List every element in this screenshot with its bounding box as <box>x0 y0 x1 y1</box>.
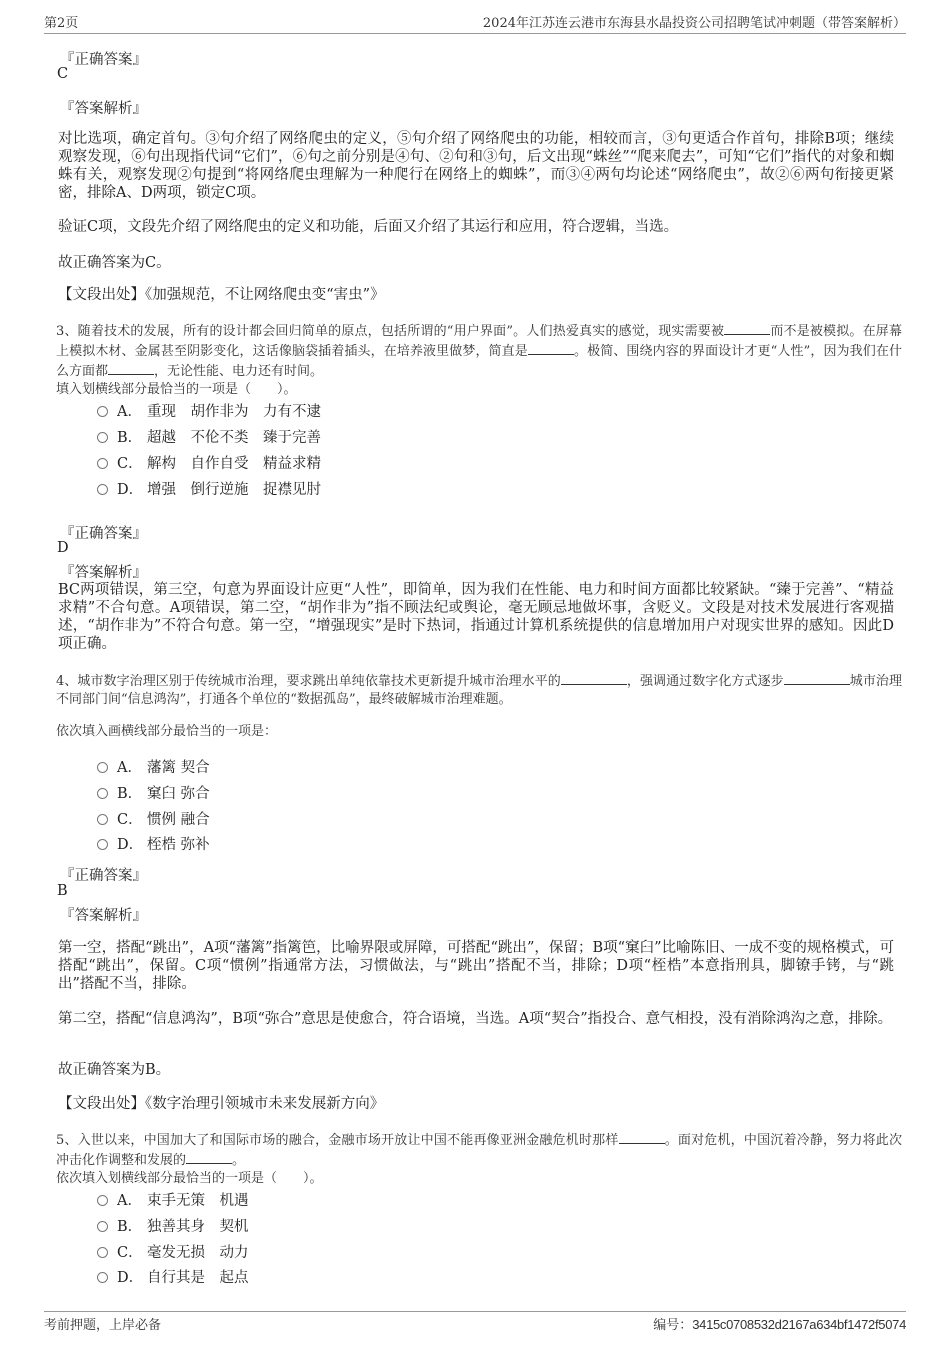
option-c[interactable]: C． 惯例 融合 <box>97 810 210 830</box>
analysis-label: 『答案解析』 <box>60 101 147 117</box>
document-code: 编号：3415c0708532d2167a634bf1472f5074 <box>653 1317 906 1333</box>
blank <box>186 1150 232 1164</box>
answer-label: 『正确答案』 <box>60 52 147 68</box>
question-stem: 4、城市数字治理区别于传统城市治理，要求跳出单纯依靠技术更新提升城市治理水平的 ，强调通过数字化方式逐步 城市治理不同部门间“信息鸿沟”，打通各个单位的“数据孤岛”，最终破解城市治理难题。 <box>56 671 902 709</box>
document-title: 2024年江苏连云港市东海县水晶投资公司招聘笔试冲刺题（带答案解析） <box>482 16 906 31</box>
footer-slogan: 考前押题，上岸必备 <box>44 1318 162 1333</box>
passage-source: 【文段出处】《加强规范，不让网络爬虫变“害虫”》 <box>58 287 385 303</box>
radio-button[interactable] <box>97 788 108 799</box>
question-prompt: 填入划横线部分最恰当的一项是（ ）。 <box>56 382 297 397</box>
blank <box>724 321 770 335</box>
question-prompt: 依次填入划横线部分最恰当的一项是（ ）。 <box>56 1171 323 1186</box>
analysis-label: 『答案解析』 <box>60 565 147 581</box>
radio-button[interactable] <box>97 814 108 825</box>
option-b[interactable]: B． 独善其身 契机 <box>97 1217 249 1237</box>
answer-value: D <box>57 540 69 556</box>
page-number: 第2页 <box>44 16 79 31</box>
question-stem: 5、入世以来，中国加大了和国际市场的融合，金融市场开放让中国不能再像亚洲金融危机时那样 。面对危机，中国沉着冷静，努力将此次冲击化作调整和发展的 。 <box>56 1130 902 1170</box>
analysis-paragraph: 验证C项，文段先介绍了网络爬虫的定义和功能，后面又介绍了其运行和应用，符合逻辑，当选。 <box>58 219 679 235</box>
option-a[interactable]: A． 藩篱 契合 <box>97 758 210 778</box>
radio-button[interactable] <box>97 762 108 773</box>
radio-button[interactable] <box>97 839 108 850</box>
radio-button[interactable] <box>97 1247 108 1258</box>
answer-label: 『正确答案』 <box>60 868 147 884</box>
radio-button[interactable] <box>97 1272 108 1283</box>
analysis-label: 『答案解析』 <box>60 908 147 924</box>
blank <box>108 361 154 375</box>
analysis-conclusion: 故正确答案为C。 <box>58 255 171 271</box>
passage-source: 【文段出处】《数字治理引领城市未来发展新方向》 <box>58 1096 385 1112</box>
radio-button[interactable] <box>97 1195 108 1206</box>
option-c[interactable]: C． 解构 自作自受 精益求精 <box>97 454 321 474</box>
option-d[interactable]: D． 增强 倒行逆施 捉襟见肘 <box>97 480 321 500</box>
blank <box>784 671 850 685</box>
analysis-paragraph: 第一空，搭配“跳出”，A项“藩篱”指篱笆，比喻界限或屏障，可搭配“跳出”，保留；B项“窠臼”比喻陈旧、一成不变的规格模式，可搭配“跳出”，保留。C项“惯例”指通常方法，习惯做法，与“跳出”搭配不当，排除；D项“桎梏”本意指刑具，脚镣手铐，与“跳出”搭配不当，排除。 <box>58 940 894 992</box>
analysis-paragraph: 对比选项，确定首句。③句介绍了网络爬虫的定义，⑤句介绍了网络爬虫的功能，相较而言，③句更适合作首句，排除B项；继续观察发现，⑥句出现指代词“它们”，⑥句之前分别是④句、②句和③句，后文出现“蛛丝”“爬来爬去”，可知“它们”指代的对象和蜘蛛有关，观察发现②句提到“将网络爬虫理解为一种爬行在网络上的蜘蛛”，而③④两句均论述“网络爬虫”，故②⑥两句衔接更紧密，排除A、D两项，锁定C项。 <box>58 131 894 201</box>
option-c[interactable]: C． 毫发无损 动力 <box>97 1243 249 1263</box>
radio-button[interactable] <box>97 1221 108 1232</box>
answer-value: B <box>57 883 68 899</box>
analysis-paragraph: 第二空，搭配“信息鸿沟”，B项“弥合”意思是使愈合，符合语境，当选。A项“契合”指投合、意气相投，没有消除鸿沟之意，排除。 <box>58 1011 893 1027</box>
footer-divider <box>44 1311 906 1312</box>
blank <box>561 671 627 685</box>
option-b[interactable]: B． 窠臼 弥合 <box>97 784 210 804</box>
option-a[interactable]: A． 重现 胡作非为 力有不逮 <box>97 402 321 422</box>
answer-label: 『正确答案』 <box>60 526 147 542</box>
analysis-conclusion: 故正确答案为B。 <box>58 1062 171 1078</box>
option-d[interactable]: D． 自行其是 起点 <box>97 1268 249 1288</box>
question-stem: 3、随着技术的发展，所有的设计都会回归简单的原点，包括所谓的“用户界面”。人们热爱真实的感觉，现实需要被 而不是被模拟。在屏幕上模拟木材、金属甚至阴影变化，这话像脑袋插着插头，在培养液里做梦，简直是 。极简、围绕内容的界面设计才更“人性”，因为我们在什么方面都 ，无论性能、电力还有时间。 <box>56 321 902 381</box>
blank <box>528 341 574 355</box>
radio-button[interactable] <box>97 484 108 495</box>
option-d[interactable]: D． 桎梏 弥补 <box>97 835 210 855</box>
radio-button[interactable] <box>97 432 108 443</box>
option-b[interactable]: B． 超越 不伦不类 臻于完善 <box>97 428 321 448</box>
header-divider <box>44 33 906 34</box>
radio-button[interactable] <box>97 406 108 417</box>
analysis-paragraph: BC两项错误，第三空，句意为界面设计应更“人性”，即简单，因为我们在性能、电力和时间方面都比较紧缺。“臻于完善”、“精益求精”不合句意。A项错误，第二空，“胡作非为”指不顾法纪或舆论，毫无顾忌地做坏事，含贬义。文段是对技术发展进行客观描述，“胡作非为”不符合句意。第一空，“增强现实”是时下热词，指通过计算机系统提供的信息增加用户对现实世界的感知。因此D项正确。 <box>58 582 894 652</box>
question-prompt: 依次填入画横线部分最恰当的一项是： <box>56 724 278 739</box>
radio-button[interactable] <box>97 458 108 469</box>
answer-value: C <box>57 66 69 82</box>
blank <box>619 1130 665 1144</box>
option-a[interactable]: A． 束手无策 机遇 <box>97 1191 249 1211</box>
